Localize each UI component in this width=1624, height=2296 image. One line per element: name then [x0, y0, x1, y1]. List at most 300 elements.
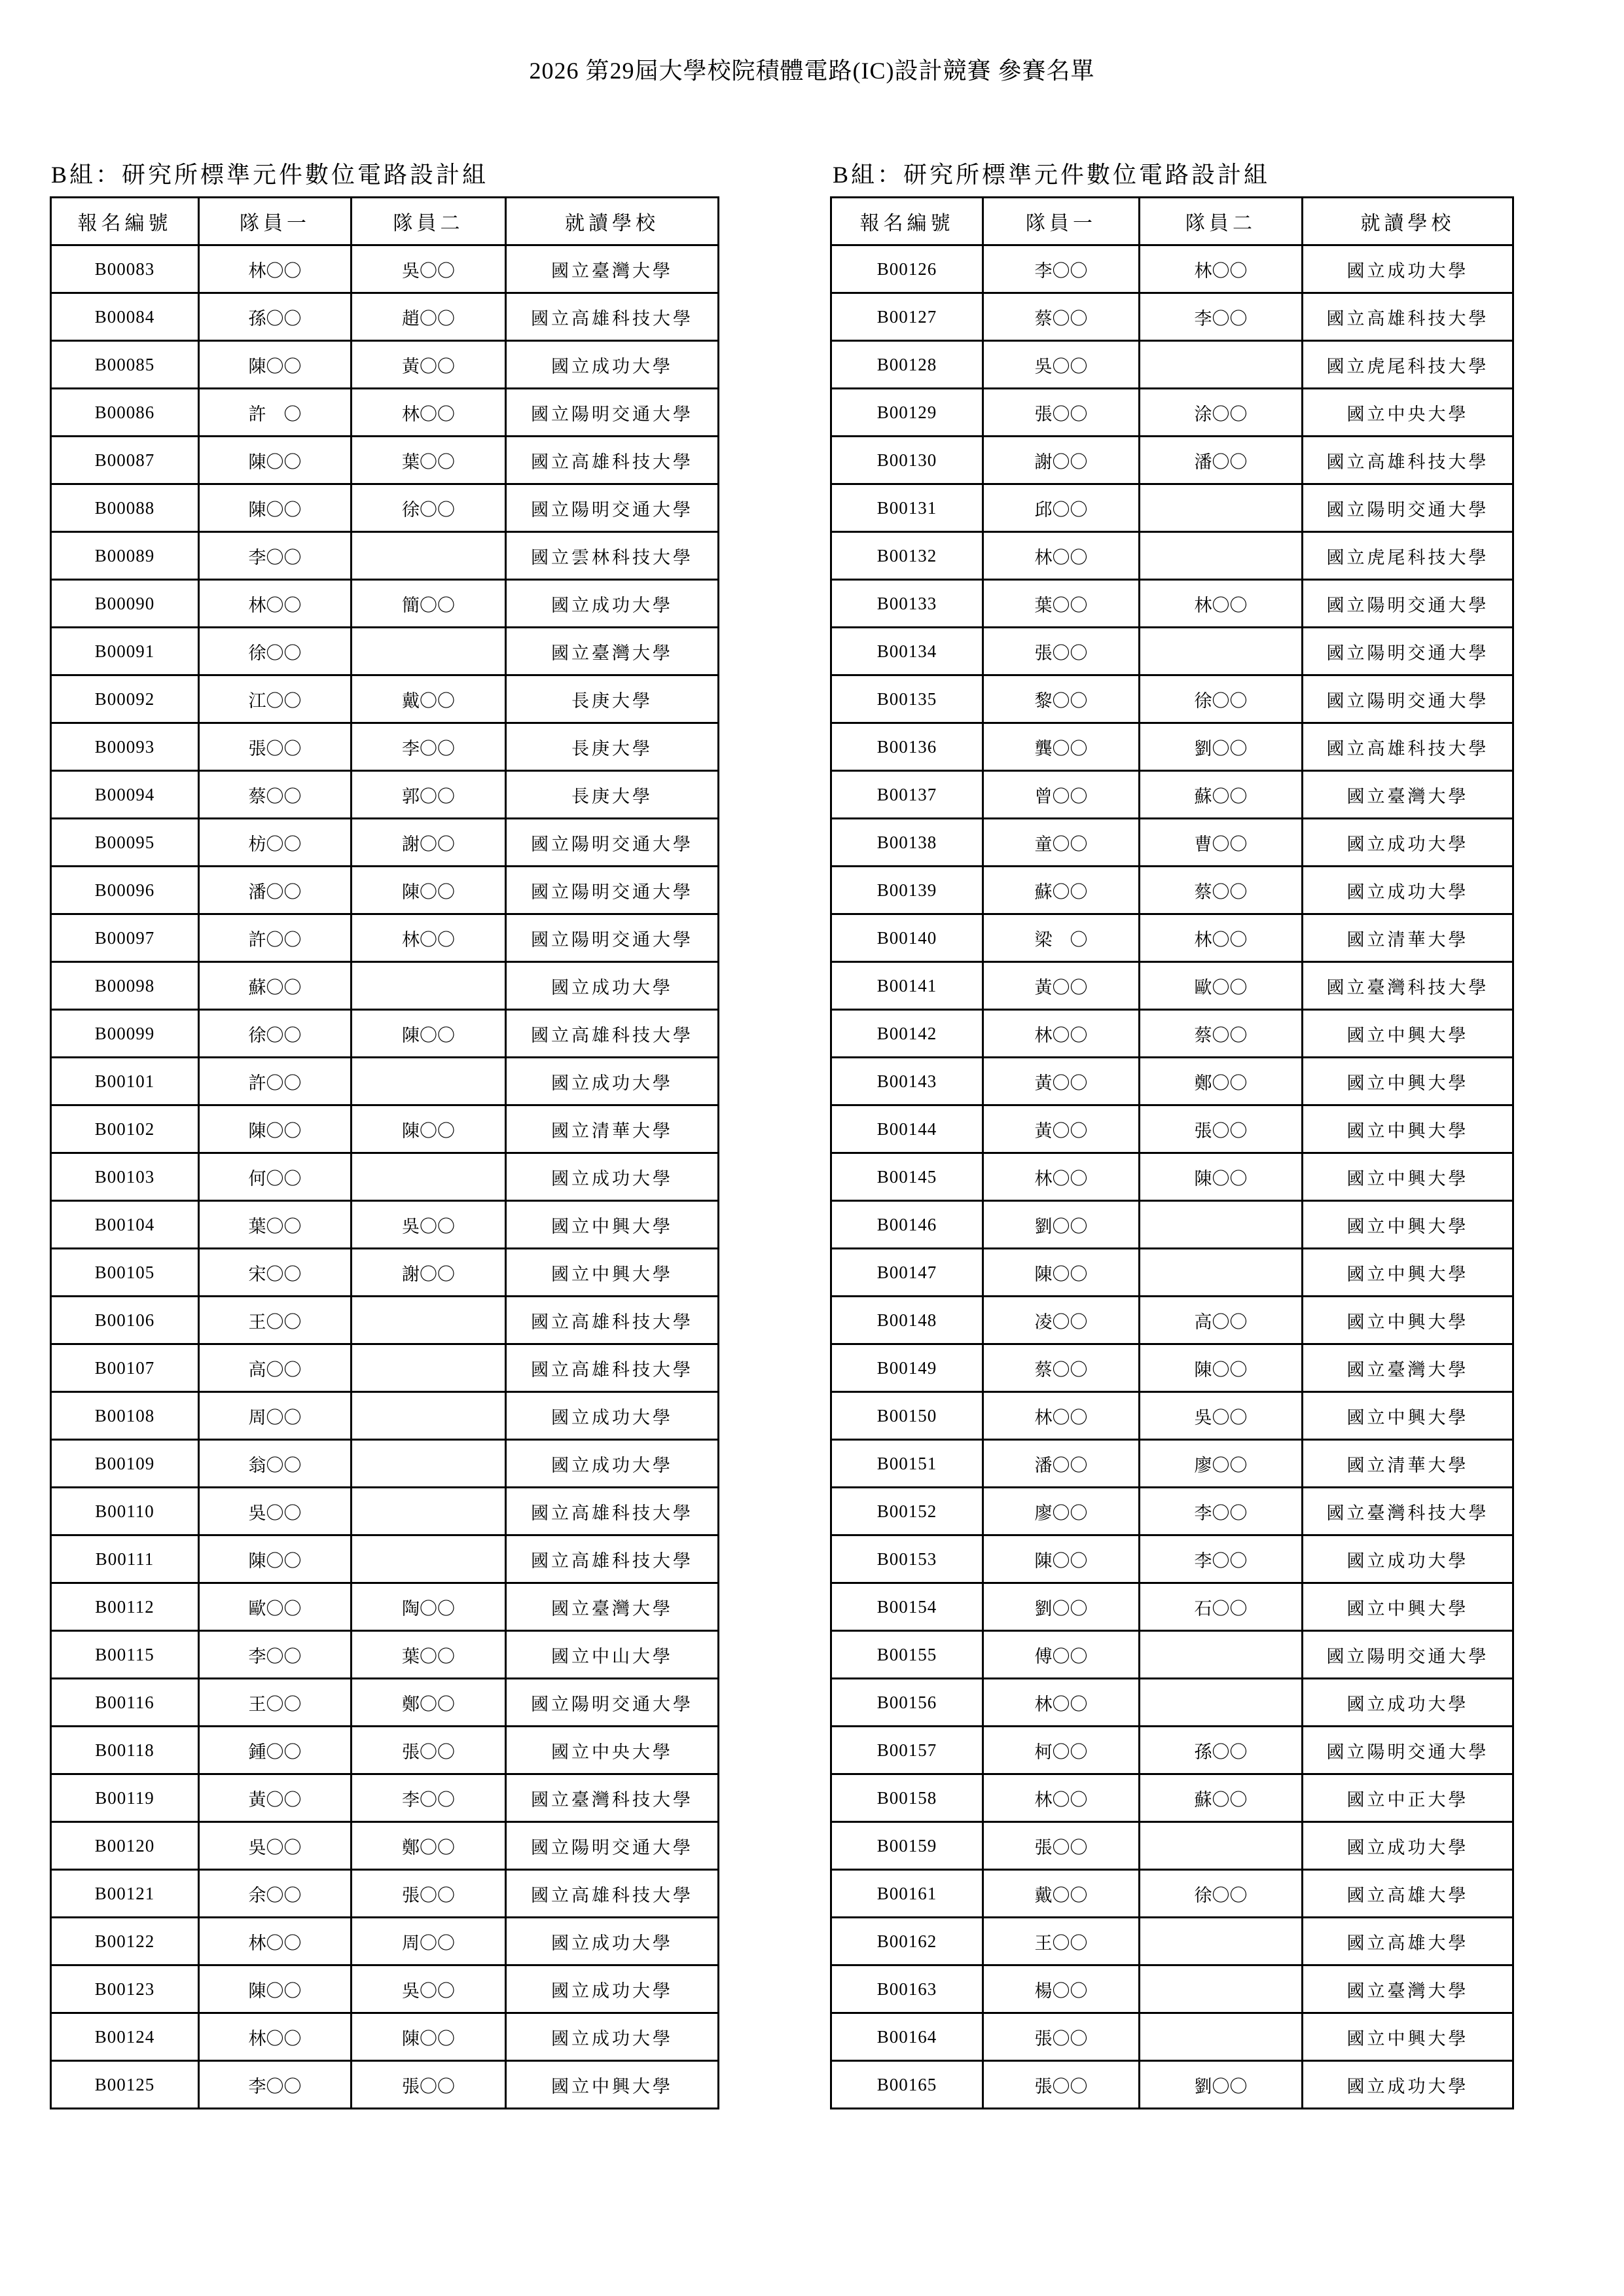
member-one-cell: 蘇〇〇	[983, 867, 1140, 914]
registration-id-cell: B00099	[51, 1010, 199, 1058]
member-two-cell	[352, 1058, 506, 1105]
member-two-cell: 李〇〇	[1140, 1535, 1303, 1583]
member-two-cell: 鄭〇〇	[352, 1822, 506, 1870]
member-two-cell	[352, 1297, 506, 1344]
member-one-cell: 孫〇〇	[199, 293, 352, 341]
school-cell: 國立臺灣科技大學	[1303, 1488, 1513, 1535]
column-header-member-two: 隊員二	[1140, 198, 1303, 245]
school-cell: 國立臺灣科技大學	[1303, 962, 1513, 1010]
member-two-cell: 石〇〇	[1140, 1583, 1303, 1631]
school-cell: 國立成功大學	[1303, 819, 1513, 867]
member-two-cell: 張〇〇	[352, 1727, 506, 1774]
registration-id-cell: B00110	[51, 1488, 199, 1535]
table-row	[831, 437, 1513, 484]
column-header-school: 就讀學校	[506, 198, 719, 245]
registration-id-cell: B00137	[831, 771, 983, 819]
registration-id-cell: B00125	[51, 2061, 199, 2109]
school-cell: 國立虎尾科技大學	[1303, 532, 1513, 580]
member-one-cell: 楊〇〇	[983, 1965, 1140, 2013]
member-one-cell: 徐〇〇	[199, 628, 352, 675]
member-one-cell: 陳〇〇	[983, 1249, 1140, 1297]
member-two-cell: 葉〇〇	[352, 437, 506, 484]
registration-id-cell: B00086	[51, 389, 199, 437]
table-row	[831, 1631, 1513, 1679]
member-two-cell: 蔡〇〇	[1140, 1010, 1303, 1058]
school-cell: 國立陽明交通大學	[1303, 628, 1513, 675]
member-two-cell: 謝〇〇	[352, 819, 506, 867]
school-cell: 國立高雄科技大學	[506, 293, 719, 341]
member-two-cell: 張〇〇	[352, 2061, 506, 2109]
table-row	[831, 962, 1513, 1010]
school-cell: 國立成功大學	[1303, 2061, 1513, 2109]
school-cell: 國立陽明交通大學	[506, 1822, 719, 1870]
member-two-cell: 李〇〇	[352, 723, 506, 771]
table-row	[831, 1344, 1513, 1392]
table-row	[831, 1965, 1513, 2013]
school-cell: 國立陽明交通大學	[506, 389, 719, 437]
member-one-cell: 徐〇〇	[199, 1010, 352, 1058]
table-row	[831, 1058, 1513, 1105]
table-row	[51, 1010, 719, 1058]
table-row	[51, 628, 719, 675]
registration-id-cell: B00139	[831, 867, 983, 914]
roster-table-left	[50, 196, 719, 2109]
school-cell: 國立成功大學	[506, 1918, 719, 1965]
member-two-cell	[352, 628, 506, 675]
member-two-cell: 孫〇〇	[1140, 1727, 1303, 1774]
table-row	[831, 723, 1513, 771]
section-heading-right: B組：研究所標準元件數位電路設計組	[833, 162, 1271, 188]
member-one-cell: 林〇〇	[983, 1153, 1140, 1201]
table-row	[51, 914, 719, 962]
table-row	[51, 1058, 719, 1105]
table-row	[831, 628, 1513, 675]
member-one-cell: 林〇〇	[983, 1774, 1140, 1822]
registration-id-cell: B00111	[51, 1535, 199, 1583]
member-one-cell: 許〇〇	[199, 914, 352, 962]
table-row	[831, 341, 1513, 389]
member-two-cell: 蘇〇〇	[1140, 771, 1303, 819]
registration-id-cell: B00106	[51, 1297, 199, 1344]
table-row	[51, 819, 719, 867]
registration-id-cell: B00098	[51, 962, 199, 1010]
school-cell: 國立中興大學	[506, 1201, 719, 1249]
member-one-cell: 陳〇〇	[983, 1535, 1140, 1583]
member-two-cell: 李〇〇	[352, 1774, 506, 1822]
member-two-cell	[1140, 484, 1303, 532]
school-cell: 國立高雄科技大學	[506, 1535, 719, 1583]
member-two-cell: 陳〇〇	[352, 1010, 506, 1058]
school-cell: 國立高雄科技大學	[506, 1297, 719, 1344]
registration-id-cell: B00138	[831, 819, 983, 867]
registration-id-cell: B00091	[51, 628, 199, 675]
member-two-cell: 陶〇〇	[352, 1583, 506, 1631]
registration-id-cell: B00140	[831, 914, 983, 962]
member-one-cell: 鍾〇〇	[199, 1727, 352, 1774]
registration-id-cell: B00149	[831, 1344, 983, 1392]
registration-id-cell: B00152	[831, 1488, 983, 1535]
member-one-cell: 梁 〇	[983, 914, 1140, 962]
member-one-cell: 劉〇〇	[983, 1583, 1140, 1631]
registration-id-cell: B00092	[51, 675, 199, 723]
member-two-cell	[1140, 341, 1303, 389]
member-one-cell: 陳〇〇	[199, 341, 352, 389]
member-two-cell: 陳〇〇	[352, 867, 506, 914]
school-cell: 國立中央大學	[1303, 389, 1513, 437]
registration-id-cell: B00093	[51, 723, 199, 771]
member-two-cell: 徐〇〇	[352, 484, 506, 532]
registration-id-cell: B00157	[831, 1727, 983, 1774]
school-cell: 國立陽明交通大學	[1303, 1727, 1513, 1774]
registration-id-cell: B00130	[831, 437, 983, 484]
table-row	[831, 293, 1513, 341]
table-row	[51, 723, 719, 771]
registration-id-cell: B00107	[51, 1344, 199, 1392]
registration-id-cell: B00164	[831, 2013, 983, 2061]
member-one-cell: 陳〇〇	[199, 484, 352, 532]
school-cell: 國立成功大學	[506, 341, 719, 389]
table-row	[51, 1583, 719, 1631]
school-cell: 國立中興大學	[1303, 1105, 1513, 1153]
member-two-cell	[352, 1392, 506, 1440]
member-two-cell: 李〇〇	[1140, 1488, 1303, 1535]
table-row	[831, 532, 1513, 580]
registration-id-cell: B00142	[831, 1010, 983, 1058]
registration-id-cell: B00104	[51, 1201, 199, 1249]
member-one-cell: 王〇〇	[199, 1297, 352, 1344]
registration-id-cell: B00123	[51, 1965, 199, 2013]
table-row	[51, 867, 719, 914]
member-two-cell: 陳〇〇	[1140, 1344, 1303, 1392]
table-row	[831, 580, 1513, 628]
registration-id-cell: B00158	[831, 1774, 983, 1822]
member-two-cell: 廖〇〇	[1140, 1440, 1303, 1488]
school-cell: 國立高雄大學	[1303, 1870, 1513, 1918]
member-one-cell: 黃〇〇	[199, 1774, 352, 1822]
column-header-member-one: 隊員一	[983, 198, 1140, 245]
school-cell: 國立中興大學	[1303, 1583, 1513, 1631]
member-one-cell: 戴〇〇	[983, 1870, 1140, 1918]
registration-id-cell: B00097	[51, 914, 199, 962]
member-one-cell: 傅〇〇	[983, 1631, 1140, 1679]
member-two-cell: 戴〇〇	[352, 675, 506, 723]
table-row	[51, 1679, 719, 1727]
table-row	[831, 771, 1513, 819]
registration-id-cell: B00120	[51, 1822, 199, 1870]
school-cell: 國立成功大學	[1303, 867, 1513, 914]
table-row	[831, 1774, 1513, 1822]
member-one-cell: 吳〇〇	[199, 1488, 352, 1535]
member-two-cell: 蔡〇〇	[1140, 867, 1303, 914]
table-row	[831, 1535, 1513, 1583]
school-cell: 長庚大學	[506, 771, 719, 819]
member-one-cell: 凌〇〇	[983, 1297, 1140, 1344]
registration-id-cell: B00161	[831, 1870, 983, 1918]
school-cell: 國立成功大學	[506, 1440, 719, 1488]
member-one-cell: 邱〇〇	[983, 484, 1140, 532]
registration-id-cell: B00159	[831, 1822, 983, 1870]
table-row	[831, 1727, 1513, 1774]
school-cell: 國立虎尾科技大學	[1303, 341, 1513, 389]
member-two-cell: 蘇〇〇	[1140, 1774, 1303, 1822]
column-header-registration-id: 報名編號	[831, 198, 983, 245]
member-one-cell: 柯〇〇	[983, 1727, 1140, 1774]
table-row	[831, 1870, 1513, 1918]
member-one-cell: 高〇〇	[199, 1344, 352, 1392]
roster-table-right	[830, 196, 1514, 2109]
member-two-cell: 徐〇〇	[1140, 675, 1303, 723]
member-two-cell: 劉〇〇	[1140, 2061, 1303, 2109]
member-two-cell	[352, 1153, 506, 1201]
member-one-cell: 林〇〇	[983, 1010, 1140, 1058]
registration-id-cell: B00083	[51, 245, 199, 293]
school-cell: 國立臺灣大學	[1303, 1965, 1513, 2013]
school-cell: 國立中興大學	[1303, 1010, 1513, 1058]
member-one-cell: 林〇〇	[199, 245, 352, 293]
table-row	[51, 1392, 719, 1440]
member-two-cell: 曹〇〇	[1140, 819, 1303, 867]
table-row	[51, 484, 719, 532]
table-row	[51, 675, 719, 723]
school-cell: 國立陽明交通大學	[1303, 580, 1513, 628]
member-two-cell	[1140, 1631, 1303, 1679]
school-cell: 國立中興大學	[1303, 2013, 1513, 2061]
member-one-cell: 許〇〇	[199, 1058, 352, 1105]
school-cell: 國立陽明交通大學	[1303, 675, 1513, 723]
school-cell: 國立陽明交通大學	[1303, 484, 1513, 532]
registration-id-cell: B00153	[831, 1535, 983, 1583]
school-cell: 國立臺灣大學	[506, 1583, 719, 1631]
member-one-cell: 葉〇〇	[983, 580, 1140, 628]
table-body	[831, 245, 1513, 2109]
table-row	[51, 1344, 719, 1392]
registration-id-cell: B00155	[831, 1631, 983, 1679]
table-row	[51, 293, 719, 341]
member-two-cell	[352, 1344, 506, 1392]
registration-id-cell: B00084	[51, 293, 199, 341]
table-row	[831, 819, 1513, 867]
school-cell: 國立中興大學	[1303, 1153, 1513, 1201]
school-cell: 國立中興大學	[1303, 1249, 1513, 1297]
member-two-cell: 周〇〇	[352, 1918, 506, 1965]
column-header-registration-id: 報名編號	[51, 198, 199, 245]
table-row	[51, 1774, 719, 1822]
school-cell: 國立陽明交通大學	[506, 867, 719, 914]
registration-id-cell: B00147	[831, 1249, 983, 1297]
table-row	[51, 532, 719, 580]
school-cell: 國立陽明交通大學	[506, 914, 719, 962]
school-cell: 國立成功大學	[506, 1965, 719, 2013]
member-two-cell	[1140, 1249, 1303, 1297]
table-row	[51, 437, 719, 484]
table-row	[831, 1297, 1513, 1344]
member-two-cell: 鄭〇〇	[352, 1679, 506, 1727]
registration-id-cell: B00150	[831, 1392, 983, 1440]
registration-id-cell: B00122	[51, 1918, 199, 1965]
member-one-cell: 謝〇〇	[983, 437, 1140, 484]
member-one-cell: 潘〇〇	[983, 1440, 1140, 1488]
registration-id-cell: B00105	[51, 1249, 199, 1297]
member-two-cell: 葉〇〇	[352, 1631, 506, 1679]
table-row	[831, 1201, 1513, 1249]
table-row	[51, 1631, 719, 1679]
table-row	[831, 867, 1513, 914]
school-cell: 國立臺灣大學	[1303, 771, 1513, 819]
table-row	[51, 1535, 719, 1583]
school-cell: 國立陽明交通大學	[1303, 1631, 1513, 1679]
registration-id-cell: B00128	[831, 341, 983, 389]
member-one-cell: 蔡〇〇	[983, 1344, 1140, 1392]
school-cell: 國立成功大學	[1303, 1535, 1513, 1583]
member-one-cell: 翁〇〇	[199, 1440, 352, 1488]
registration-id-cell: B00143	[831, 1058, 983, 1105]
member-two-cell: 謝〇〇	[352, 1249, 506, 1297]
member-two-cell	[1140, 1679, 1303, 1727]
member-one-cell: 陳〇〇	[199, 437, 352, 484]
member-one-cell: 龔〇〇	[983, 723, 1140, 771]
school-cell: 國立臺灣科技大學	[506, 1774, 719, 1822]
registration-id-cell: B00095	[51, 819, 199, 867]
table-row	[831, 245, 1513, 293]
member-one-cell: 張〇〇	[983, 628, 1140, 675]
table-row	[51, 1105, 719, 1153]
table-row	[831, 1679, 1513, 1727]
table-row	[51, 2061, 719, 2109]
registration-id-cell: B00124	[51, 2013, 199, 2061]
registration-id-cell: B00109	[51, 1440, 199, 1488]
member-two-cell: 林〇〇	[1140, 914, 1303, 962]
registration-id-cell: B00135	[831, 675, 983, 723]
member-one-cell: 李〇〇	[199, 1631, 352, 1679]
registration-id-cell: B00119	[51, 1774, 199, 1822]
member-one-cell: 吳〇〇	[199, 1822, 352, 1870]
registration-id-cell: B00162	[831, 1918, 983, 1965]
table-row	[51, 1201, 719, 1249]
member-two-cell: 徐〇〇	[1140, 1870, 1303, 1918]
school-cell: 長庚大學	[506, 675, 719, 723]
school-cell: 國立成功大學	[1303, 1679, 1513, 1727]
registration-id-cell: B00101	[51, 1058, 199, 1105]
member-two-cell: 吳〇〇	[352, 245, 506, 293]
member-one-cell: 陳〇〇	[199, 1965, 352, 2013]
registration-id-cell: B00103	[51, 1153, 199, 1201]
member-two-cell	[352, 1535, 506, 1583]
member-one-cell: 林〇〇	[983, 1392, 1140, 1440]
table-row	[831, 1822, 1513, 1870]
table-row	[831, 1488, 1513, 1535]
table-row	[51, 771, 719, 819]
member-one-cell: 黃〇〇	[983, 962, 1140, 1010]
table-row	[51, 245, 719, 293]
registration-id-cell: B00088	[51, 484, 199, 532]
member-two-cell	[1140, 1918, 1303, 1965]
registration-id-cell: B00129	[831, 389, 983, 437]
school-cell: 國立高雄大學	[1303, 1918, 1513, 1965]
registration-id-cell: B00146	[831, 1201, 983, 1249]
registration-id-cell: B00127	[831, 293, 983, 341]
member-one-cell: 何〇〇	[199, 1153, 352, 1201]
member-one-cell: 蘇〇〇	[199, 962, 352, 1010]
member-one-cell: 陳〇〇	[199, 1105, 352, 1153]
member-one-cell: 李〇〇	[199, 2061, 352, 2109]
table-row	[51, 1727, 719, 1774]
school-cell: 國立成功大學	[1303, 1822, 1513, 1870]
registration-id-cell: B00118	[51, 1727, 199, 1774]
column-header-school: 就讀學校	[1303, 198, 1513, 245]
table-row	[831, 484, 1513, 532]
school-cell: 國立高雄科技大學	[1303, 437, 1513, 484]
school-cell: 國立清華大學	[1303, 914, 1513, 962]
school-cell: 國立中山大學	[506, 1631, 719, 1679]
school-cell: 國立臺灣大學	[506, 628, 719, 675]
member-one-cell: 林〇〇	[199, 1918, 352, 1965]
member-one-cell: 葉〇〇	[199, 1201, 352, 1249]
school-cell: 國立成功大學	[506, 1058, 719, 1105]
member-one-cell: 歐〇〇	[199, 1583, 352, 1631]
member-two-cell	[352, 532, 506, 580]
member-one-cell: 劉〇〇	[983, 1201, 1140, 1249]
registration-id-cell: B00131	[831, 484, 983, 532]
registration-id-cell: B00089	[51, 532, 199, 580]
table-row	[831, 1918, 1513, 1965]
school-cell: 國立中興大學	[506, 2061, 719, 2109]
section-heading-left: B組：研究所標準元件數位電路設計組	[51, 162, 489, 188]
member-one-cell: 許 〇	[199, 389, 352, 437]
school-cell: 國立中興大學	[1303, 1201, 1513, 1249]
member-one-cell: 蔡〇〇	[199, 771, 352, 819]
table-row	[51, 1488, 719, 1535]
member-one-cell: 王〇〇	[199, 1679, 352, 1727]
member-one-cell: 黃〇〇	[983, 1105, 1140, 1153]
registration-id-cell: B00163	[831, 1965, 983, 2013]
member-two-cell: 劉〇〇	[1140, 723, 1303, 771]
school-cell: 國立成功大學	[506, 580, 719, 628]
registration-id-cell: B00094	[51, 771, 199, 819]
table-row	[831, 675, 1513, 723]
member-two-cell: 黃〇〇	[352, 341, 506, 389]
table-body	[51, 245, 719, 2109]
member-two-cell: 陳〇〇	[352, 1105, 506, 1153]
table-row	[51, 1965, 719, 2013]
registration-id-cell: B00090	[51, 580, 199, 628]
table-row	[831, 1440, 1513, 1488]
school-cell: 國立陽明交通大學	[506, 819, 719, 867]
registration-id-cell: B00115	[51, 1631, 199, 1679]
registration-id-cell: B00096	[51, 867, 199, 914]
member-two-cell: 吳〇〇	[1140, 1392, 1303, 1440]
member-two-cell: 潘〇〇	[1140, 437, 1303, 484]
school-cell: 國立成功大學	[506, 2013, 719, 2061]
member-two-cell: 趙〇〇	[352, 293, 506, 341]
school-cell: 長庚大學	[506, 723, 719, 771]
member-one-cell: 陳〇〇	[199, 1535, 352, 1583]
member-one-cell: 林〇〇	[199, 580, 352, 628]
school-cell: 國立清華大學	[506, 1105, 719, 1153]
school-cell: 國立成功大學	[1303, 245, 1513, 293]
member-two-cell: 郭〇〇	[352, 771, 506, 819]
member-one-cell: 黃〇〇	[983, 1058, 1140, 1105]
member-one-cell: 潘〇〇	[199, 867, 352, 914]
member-one-cell: 李〇〇	[983, 245, 1140, 293]
member-two-cell: 張〇〇	[1140, 1105, 1303, 1153]
member-one-cell: 張〇〇	[983, 1822, 1140, 1870]
member-one-cell: 曾〇〇	[983, 771, 1140, 819]
registration-id-cell: B00141	[831, 962, 983, 1010]
member-one-cell: 張〇〇	[983, 389, 1140, 437]
school-cell: 國立陽明交通大學	[506, 484, 719, 532]
table-row	[51, 1918, 719, 1965]
member-one-cell: 黎〇〇	[983, 675, 1140, 723]
